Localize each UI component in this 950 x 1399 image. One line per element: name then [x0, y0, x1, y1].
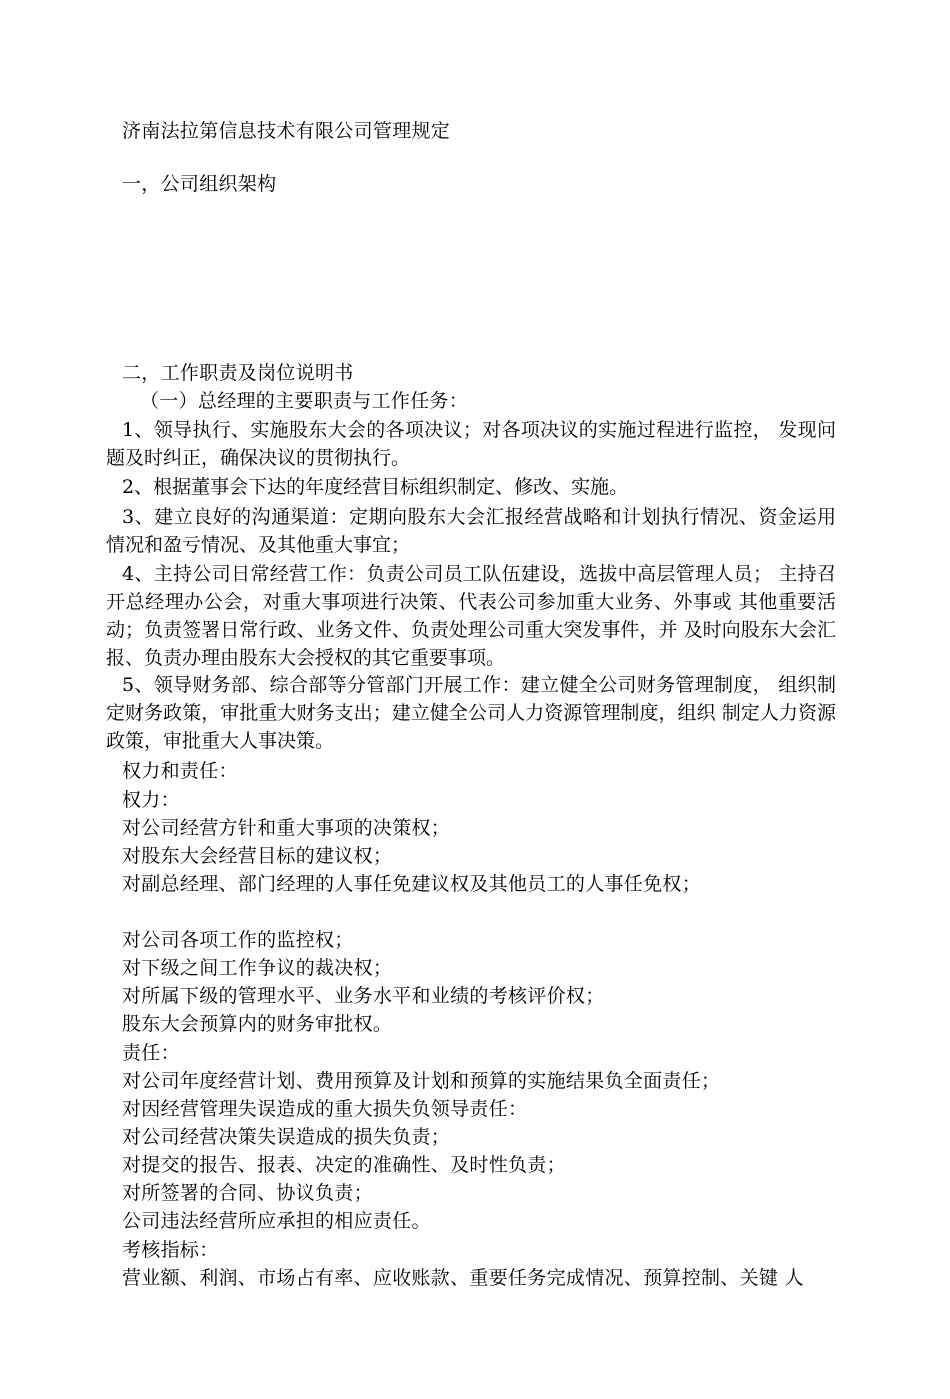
power-item: 股东大会预算内的财务审批权。 — [122, 1013, 393, 1035]
section-heading-duties: 二，工作职责及岗位说明书 — [122, 362, 354, 384]
duty-item-5: 5、领导财务部、综合部等分管部门开展工作：建立健全公司财务管理制度， 组织制定财务政策，审批重大财务支出；建立健全公司人力资源管理制度，组织 制定人力资源政策，审批重大人事决策。 — [106, 674, 836, 752]
power-item: 对所属下级的管理水平、业务水平和业绩的考核评价权； — [122, 985, 605, 1007]
responsibility-item: 对提交的报告、报表、决定的准确性、及时性负责； — [122, 1154, 566, 1176]
power-item: 对下级之间工作争议的裁决权； — [122, 957, 393, 979]
duty-item-3: 3、建立良好的沟通渠道：定期向股东大会汇报经营战略和计划执行情况、资金运用情况和盈亏情况、及其他重大事宜； — [106, 506, 836, 556]
duty-item-4: 4、主持公司日常经营工作：负责公司员工队伍建设，选拔中高层管理人员； 主持召开总经理办公会，对重大事项进行决策、代表公司参加重大业务、外事或 其他重要活动；负责签署日常行政、业务文件、负责处理公司重大突发事件，并 及时向股东大会汇报、负责办理由股东大会授权的其它重要事项。 — [106, 563, 836, 669]
heading-powers-and-responsibilities: 权力和责任： — [122, 760, 238, 782]
section-heading-org-structure: 一，公司组织架构 — [122, 173, 277, 195]
duty-item-2: 2、根据董事会下达的年度经营目标组织制定、修改、实施。 — [122, 476, 629, 498]
power-item: 对副总经理、部门经理的人事任免建议权及其他员工的人事任免权； — [122, 873, 702, 895]
responsibility-item: 对公司年度经营计划、费用预算及计划和预算的实施结果负全面责任； — [122, 1070, 721, 1092]
power-item: 对公司各项工作的监控权； — [122, 929, 354, 951]
responsibility-item: 对公司经营决策失误造成的损失负责； — [122, 1126, 451, 1148]
power-item: 对股东大会经营目标的建议权； — [122, 845, 393, 867]
kpi-text: 营业额、利润、市场占有率、应收账款、重要任务完成情况、预算控制、关键 人 — [122, 1267, 804, 1289]
heading-powers: 权力： — [122, 789, 180, 811]
responsibility-item: 对因经营管理失误造成的重大损失负领导责任： — [122, 1098, 528, 1120]
duty-item-1: 1、领导执行、实施股东大会的各项决议；对各项决议的实施过程进行监控， 发现问题及时纠正，确保决议的贯彻执行。 — [106, 419, 836, 469]
heading-kpi: 考核指标： — [122, 1239, 219, 1261]
subsection-heading-gm-duties: （一）总经理的主要职责与工作任务： — [140, 390, 469, 412]
heading-responsibilities: 责任： — [122, 1042, 180, 1064]
responsibility-item: 公司违法经营所应承担的相应责任。 — [122, 1210, 431, 1232]
power-item: 对公司经营方针和重大事项的决策权； — [122, 817, 451, 839]
responsibility-item: 对所签署的合同、协议负责； — [122, 1182, 373, 1204]
document-title: 济南法拉第信息技术有限公司管理规定 — [122, 120, 451, 142]
